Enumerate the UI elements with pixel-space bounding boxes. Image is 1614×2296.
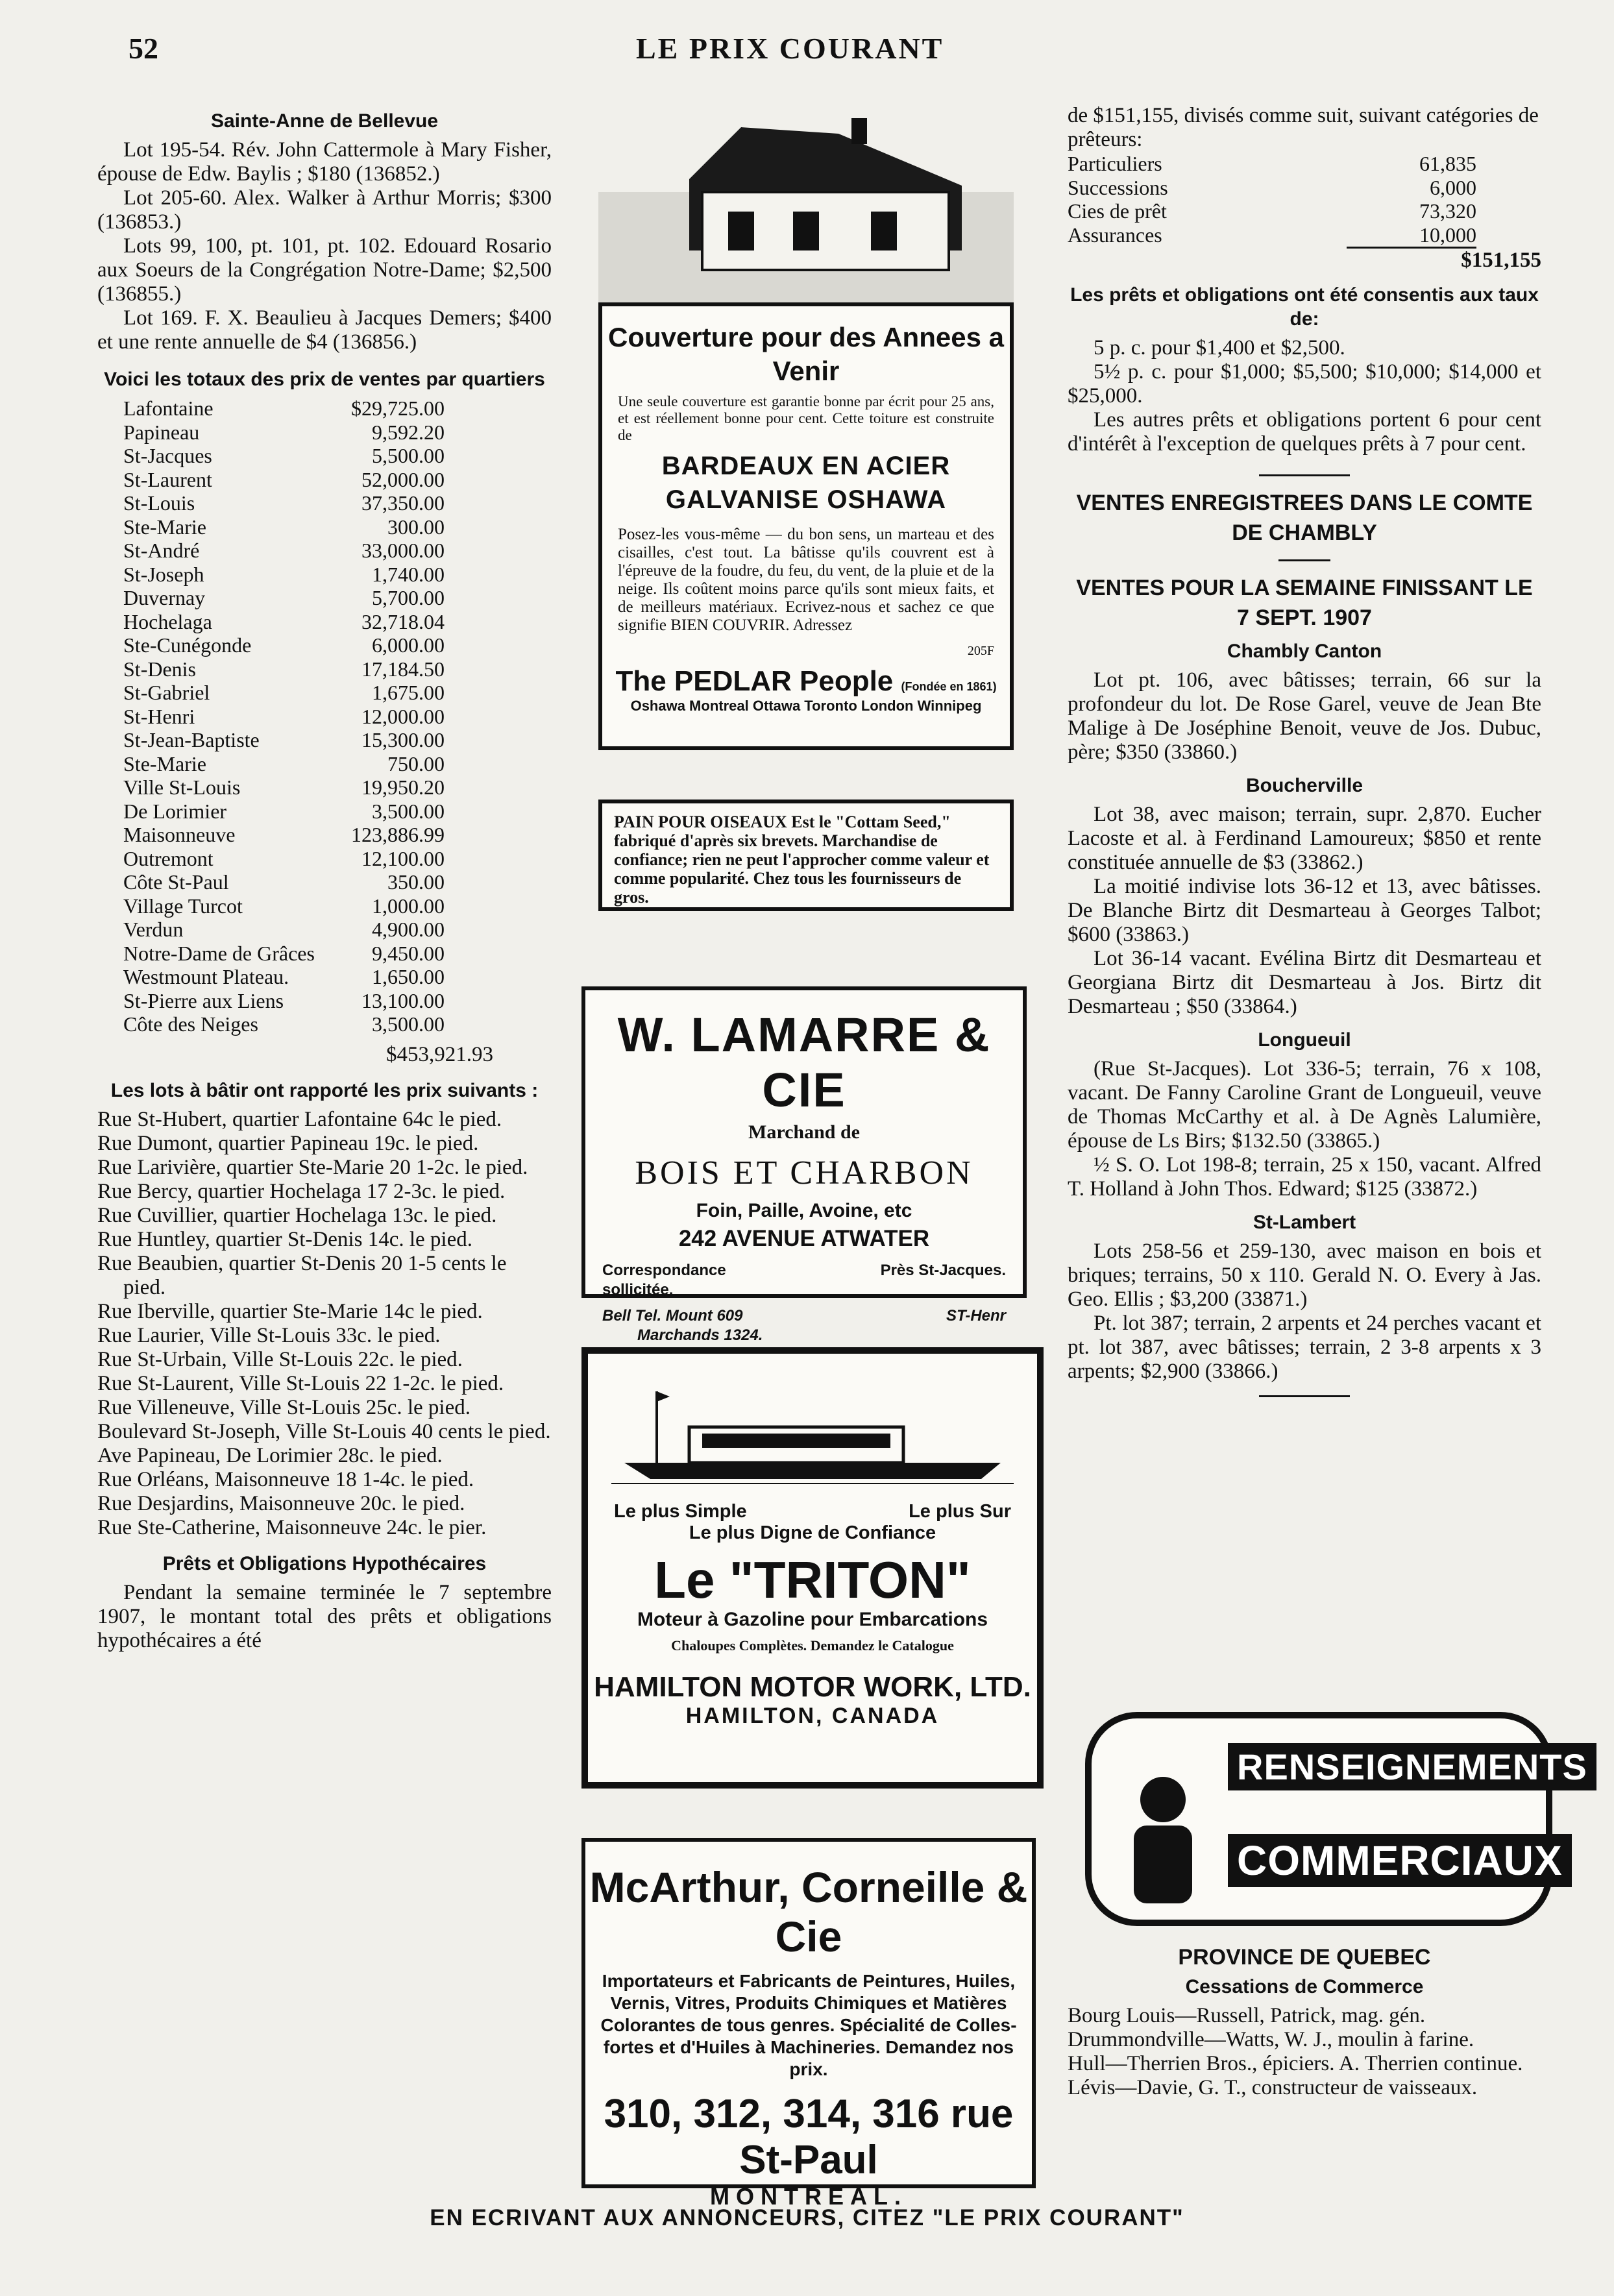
- district-name: St-Louis: [123, 491, 195, 515]
- district-name: Ste-Marie: [123, 751, 206, 776]
- district-total: 1,740.00: [371, 562, 445, 586]
- district-name: St-Pierre aux Liens: [123, 988, 284, 1012]
- ad-city: MONTREAL.: [710, 2183, 907, 2210]
- cessations-section: [1068, 1940, 1541, 2100]
- lenders-total: $151,155: [1461, 249, 1541, 272]
- list-item: Rue Villeneuve, Ville St-Louis 25c. le pied.: [97, 1395, 471, 1419]
- list-item: Rue Beaubien, quartier St-Denis 20 1-5 cents le pied.: [97, 1251, 507, 1299]
- emblem-word: RENSEIGNEMENTS: [1228, 1743, 1596, 1790]
- lender-amount: 73,320: [1419, 199, 1476, 223]
- list-item: Ave Papineau, De Lorimier 28c. le pied.: [97, 1443, 443, 1467]
- rate-entry: 5 p. c. pour $1,400 et $2,500.: [1094, 336, 1345, 360]
- district-name: St-Gabriel: [123, 681, 210, 704]
- ad-company: HAMILTON MOTOR WORK, LTD.: [594, 1671, 1031, 1703]
- table-row: [123, 776, 445, 800]
- ad-slogan: Le plus Sur: [909, 1501, 1011, 1522]
- list-item: Boulevard St-Joseph, Ville St-Louis 40 cents le pied.: [97, 1419, 551, 1443]
- sale-entry: Lot 205-60. Alex. Walker à Arthur Morris; $300 (136853.): [97, 186, 552, 234]
- totals-table: [123, 397, 445, 1036]
- table-row: [123, 657, 445, 681]
- list-item: Rue Iberville, quartier Ste-Marie 14c le pied.: [97, 1299, 483, 1323]
- district-name: St-Henri: [123, 704, 195, 728]
- table-row: [123, 586, 445, 610]
- table-row: [123, 705, 445, 729]
- section-title: VENTES ENREGISTREES DANS LE COMTE DE CHAMBLY: [1076, 491, 1533, 545]
- ad-text: Correspondance sollicitée.: [602, 1262, 726, 1299]
- district-total: 3,500.00: [371, 1012, 445, 1036]
- district-name: Lafontaine: [123, 397, 214, 420]
- town-title: Longueuil: [1258, 1029, 1351, 1051]
- ad-text: Moteur à Gazoline pour Embarcations: [637, 1609, 988, 1630]
- district-total: 1,675.00: [371, 681, 445, 704]
- district-name: St-Denis: [123, 657, 196, 681]
- district-total: 15,300.00: [361, 728, 445, 751]
- district-total: 52,000.00: [361, 467, 445, 491]
- district-name: Maisonneuve: [123, 823, 236, 846]
- district-total: 9,592.20: [371, 420, 445, 444]
- district-total: 9,450.00: [371, 941, 445, 965]
- section-title: Prêts et Obligations Hypothécaires: [162, 1552, 487, 1574]
- table-row: [123, 633, 445, 657]
- lender-amount: 10,000: [1347, 223, 1476, 248]
- left-column: [97, 104, 552, 1653]
- table-row: [123, 918, 445, 942]
- district-total: 33,000.00: [361, 539, 445, 562]
- ad-address: 310, 312, 314, 316 rue St-Paul: [604, 2092, 1014, 2182]
- district-total: 5,700.00: [371, 586, 445, 609]
- district-total: 300.00: [387, 515, 445, 539]
- ad-slogan: Le plus Simple: [614, 1501, 747, 1522]
- district-name: St-Jean-Baptiste: [123, 728, 260, 751]
- ad-slogan-row: [588, 1492, 1037, 1522]
- lender-type: Particuliers: [1068, 152, 1162, 175]
- table-row: [123, 847, 445, 871]
- table-row: [123, 444, 445, 468]
- ad-city: HAMILTON, CANADA: [685, 1704, 940, 1728]
- table-row: [123, 894, 445, 918]
- table-row: [1068, 176, 1476, 200]
- district-name: Côte St-Paul: [123, 870, 229, 894]
- lender-type: Cies de prêt: [1068, 199, 1167, 223]
- list-item: Rue Huntley, quartier St-Denis 14c. le pied.: [97, 1227, 472, 1251]
- ad-slogan: Le plus Digne de Confiance: [689, 1522, 936, 1543]
- town-title: St-Lambert: [1253, 1212, 1356, 1233]
- list-item: Rue St-Laurent, Ville St-Louis 22 1-2c. le pied.: [97, 1371, 504, 1395]
- table-row: [123, 491, 445, 515]
- emblem-word: COMMERCIAUX: [1228, 1834, 1572, 1887]
- divider: [1259, 474, 1350, 476]
- ad-company: McArthur, Corneille & Cie: [589, 1863, 1028, 1960]
- sale-entry: Lot 38, avec maison; terrain, supr. 2,870. Eucher Lacoste et al. à Ferdinand Lamoureux; $850 et rente constituée annuelle de $3 (33862.): [1068, 803, 1541, 874]
- district-total: 32,718.04: [361, 609, 445, 633]
- ad-row: [585, 1261, 1023, 1300]
- table-row: [1068, 223, 1476, 248]
- section-title: Les prêts et obligations ont été consentis aux taux de:: [1070, 284, 1539, 330]
- list-item: Rue Dumont, quartier Papineau 19c. le pied.: [97, 1131, 479, 1155]
- district-total: 37,350.00: [361, 491, 445, 515]
- list-item: Rue Bercy, quartier Hochelaga 17 2-3c. le pied.: [97, 1179, 506, 1203]
- table-row: [123, 397, 445, 421]
- pedlar-ad-text: [598, 302, 1014, 750]
- ad-text: Importateurs et Fabricants de Peintures, Huiles, Vernis, Vitres, Produits Chimiques et Matières Colorantes de tous genres. Spécialité de Colles-fortes et d'Huiles à Machineries. Demandez nos prix.: [600, 1971, 1017, 2079]
- sale-entry: Lot pt. 106, avec bâtisses; terrain, 66 sur la profondeur du lot. De Rose Garel, veuve de Jean Bte Malige à De Joséphine Benoit, veuve de Jos. Dubuc, père; $350 (33860.): [1068, 668, 1541, 764]
- ad-text: ST-Henr: [946, 1307, 1006, 1325]
- ad-text: Bell Tel. Mount 609: [602, 1307, 743, 1325]
- table-row: [123, 752, 445, 776]
- list-item: Lévis—Davie, G. T., constructeur de vaisseaux.: [1068, 2076, 1478, 2099]
- sale-entry: Lot 169. F. X. Beaulieu à Jacques Demers; $400 et une rente annuelle de $4 (136856.): [97, 306, 552, 354]
- ad-row: [585, 1326, 1023, 1345]
- page-number: 52: [128, 32, 158, 65]
- table-row: [123, 823, 445, 847]
- table-row: [1068, 152, 1476, 176]
- section-title: Sainte-Anne de Bellevue: [210, 110, 439, 132]
- ad-text: Chaloupes Complètes. Demandez le Catalogue: [671, 1637, 954, 1654]
- table-row: [123, 870, 445, 894]
- district-total: 13,100.00: [361, 988, 445, 1012]
- ad-product: BARDEAUX EN ACIER GALVANISE OSHAWA: [661, 452, 951, 514]
- ad-product: Le "TRITON": [654, 1551, 971, 1609]
- district-name: Ste-Cunégonde: [123, 633, 252, 657]
- sale-entry: ½ S. O. Lot 198-8; terrain, 25 x 150, vacant. Alfred T. Holland à John Thos. Edward; $125 (33872.): [1068, 1153, 1541, 1201]
- table-row: [1068, 199, 1476, 223]
- list-item: Bourg Louis—Russell, Patrick, mag. gén.: [1068, 2004, 1426, 2027]
- district-name: St-Jacques: [123, 444, 212, 467]
- district-name: St-André: [123, 539, 200, 562]
- district-total: 19,950.20: [361, 776, 445, 799]
- section-title: Voici les totaux des prix de ventes par quartiers: [104, 369, 545, 390]
- sale-entry: Lots 99, 100, pt. 101, pt. 102. Edouard Rosario aux Soeurs de la Congrégation Notre-Dame; $2,500 (136855.): [97, 234, 552, 306]
- ad-row: [585, 1306, 1023, 1326]
- right-column: [1068, 104, 1541, 1409]
- section-title: Cessations de Commerce: [1185, 1976, 1424, 1997]
- list-item: Rue St-Hubert, quartier Lafontaine 64c le pied.: [97, 1107, 502, 1131]
- table-row: [123, 728, 445, 752]
- list-item: Hull—Therrien Bros., épiciers. A. Therrien continue.: [1068, 2052, 1523, 2075]
- sale-entry: Lot 195-54. Rév. John Cattermole à Mary Fisher, épouse de Edw. Baylis ; $180 (136852.): [97, 138, 552, 186]
- district-total: 17,184.50: [361, 657, 445, 681]
- district-name: Papineau: [123, 420, 200, 444]
- lamarre-ad: [581, 986, 1027, 1344]
- page-footer: EN ECRIVANT AUX ANNONCEURS, CITEZ "LE PRIX COURANT": [430, 2205, 1184, 2230]
- district-name: Outremont: [123, 846, 214, 870]
- rate-entry: 5½ p. c. pour $1,000; $5,500; $10,000; $14,000 et $25,000.: [1068, 360, 1541, 408]
- renseignements-emblem: [1085, 1712, 1587, 1926]
- district-total: 6,000.00: [371, 633, 445, 657]
- mcarthur-ad: [581, 1838, 1036, 2210]
- ad-text: Marchands 1324.: [637, 1326, 763, 1344]
- list-item: Drummondville—Watts, W. J., moulin à farine.: [1068, 2028, 1474, 2051]
- page-header: [0, 31, 1614, 77]
- district-name: Duvernay: [123, 586, 206, 609]
- lender-type: Successions: [1068, 175, 1168, 199]
- district-name: Village Turcot: [123, 894, 243, 918]
- grand-total: $453,921.93: [386, 1042, 493, 1066]
- ad-company: W. LAMARRE & CIE: [617, 1008, 991, 1117]
- district-total: 350.00: [387, 870, 445, 894]
- ad-goods: Foin, Paille, Avoine, etc: [696, 1200, 912, 1221]
- district-name: Côte des Neiges: [123, 1012, 258, 1036]
- ad-text: Près St-Jacques.: [880, 1262, 1006, 1279]
- table-row: [123, 942, 445, 966]
- district-total: 12,100.00: [361, 846, 445, 870]
- list-item: Rue Orléans, Maisonneuve 18 1-4c. le pied.: [97, 1467, 474, 1491]
- divider: [1278, 559, 1330, 561]
- sale-entry: Lots 258-56 et 259-130, avec maison en bois et briques; terrains, 50 x 110. Gerald N. O. Every à Jas. Geo. Ellis ; $3,200 (33871.): [1068, 1240, 1541, 1311]
- section-title: VENTES POUR LA SEMAINE FINISSANT LE 7 SEPT. 1907: [1076, 576, 1533, 630]
- sale-entry: Lot 36-14 vacant. Evélina Birtz dit Desmarteau et Georgiana Birtz dit Desmarteau à Jos. Birtz dit Desmarteau ; $50 (33864.): [1068, 947, 1541, 1018]
- table-row: [123, 610, 445, 634]
- district-total: 1,000.00: [371, 894, 445, 918]
- clerk-figure-icon: [1118, 1770, 1208, 1913]
- lender-amount: 6,000: [1430, 175, 1476, 199]
- district-name: Westmount Plateau.: [123, 965, 289, 988]
- ad-trade: BOIS ET CHARBON: [635, 1154, 973, 1191]
- district-total: 4,900.00: [371, 918, 445, 941]
- district-total: 123,886.99: [350, 823, 445, 846]
- table-row: [123, 563, 445, 587]
- house-illustration: [598, 114, 1014, 309]
- brand-founded: (Fondée en 1861): [901, 680, 997, 693]
- list-item: Rue Ste-Catherine, Maisonneuve 24c. le pier.: [97, 1515, 487, 1539]
- paragraph: Pendant la semaine terminée le 7 septembre 1907, le montant total des prêts et obligations hypothécaires a été: [97, 1580, 552, 1652]
- rate-entry: Les autres prêts et obligations portent 6 pour cent d'intérêt à l'exception de quelques prêts à 7 pour cent.: [1068, 408, 1541, 456]
- district-total: 5,500.00: [371, 444, 445, 467]
- divider: [1259, 1395, 1350, 1397]
- district-name: Notre-Dame de Grâces: [123, 941, 315, 965]
- section-title: PROVINCE DE QUEBEC: [1178, 1945, 1431, 1970]
- ad-address: 242 AVENUE ATWATER: [678, 1226, 930, 1251]
- table-row: [123, 989, 445, 1013]
- lenders-table: [1068, 152, 1476, 249]
- list-item: Rue Desjardins, Maisonneuve 20c. le pied.: [97, 1491, 465, 1515]
- section-title: Les lots à bâtir ont rapporté les prix suivants :: [110, 1079, 539, 1101]
- town-title: Boucherville: [1245, 775, 1363, 796]
- list-item: Rue Larivière, quartier Ste-Marie 20 1-2c. le pied.: [97, 1155, 528, 1179]
- lender-amount: 61,835: [1419, 152, 1476, 175]
- sale-entry: Pt. lot 387; terrain, 2 arpents et 24 perches vacant et pt. lot 387, avec bâtisses; terrain, 2 3-8 arpents x 3 arpents; $2,900 (33866.): [1068, 1312, 1541, 1383]
- district-total: 3,500.00: [371, 799, 445, 823]
- ad-code: 205F: [967, 644, 994, 658]
- district-name: Ste-Marie: [123, 515, 206, 539]
- sale-entry: (Rue St-Jacques). Lot 336-5; terrain, 76 x 108, vacant. De Fanny Caroline Grant de Longueuil, veuve de Thomas McCarthy et al. à De Agnès Lalumière, épouse de Ls Birs; $132.50 (33865.): [1068, 1057, 1541, 1153]
- ad-brand: [602, 659, 1010, 698]
- table-row: [123, 515, 445, 539]
- journal-title: LE PRIX COURANT: [636, 32, 944, 65]
- table-row: [123, 681, 445, 705]
- list-item: Rue St-Urbain, Ville St-Louis 22c. le pied.: [97, 1347, 463, 1371]
- ad-text: Posez-les vous-même — du bon sens, un marteau et des cisailles, c'est tout. La bâtisse qu'ils couvrent est à l'épreuve de la foudre, du feu, du vent, de la pluie et de la neige. Ils coûtent moins parce qu'ils sont mieux faits, et de meilleurs matériaux. Ecrivez-nous et sachez ce que signifie BIEN COUVRIR. Adressez: [618, 526, 994, 634]
- lender-type: Assurances: [1068, 223, 1162, 247]
- sale-entry: La moitié indivise lots 36-12 et 13, avec bâtisses. De Blanche Birtz dit Desmarteau à Georges Talbot; $600 (33863.): [1068, 875, 1541, 946]
- table-row: [123, 539, 445, 563]
- district-name: De Lorimier: [123, 799, 227, 823]
- district-name: St-Laurent: [123, 467, 212, 491]
- lot-prices-list: [97, 1108, 552, 1540]
- district-name: Hochelaga: [123, 609, 212, 633]
- triton-ad: [581, 1347, 1044, 1789]
- district-total: $29,725.00: [350, 397, 445, 420]
- table-row: [123, 421, 445, 445]
- list-item: Rue Cuvillier, quartier Hochelaga 13c. le pied.: [97, 1203, 497, 1227]
- cottam-ad: [598, 800, 1014, 911]
- town-title: Chambly Canton: [1227, 641, 1382, 662]
- district-name: Ville St-Louis: [123, 776, 241, 799]
- district-total: 1,650.00: [371, 965, 445, 988]
- ad-cities: Oshawa Montreal Ottawa Toronto London Winnipeg: [630, 698, 982, 714]
- table-row: [123, 965, 445, 989]
- ad-text: PAIN POUR OISEAUX Est le "Cottam Seed," fabriqué d'après six brevets. Marchandise de confiance; rien ne peut l'approcher comme valeur et comme popularité. Chez tous les fournisseurs de gros.: [614, 812, 990, 907]
- list-item: Rue Laurier, Ville St-Louis 33c. le pied.: [97, 1323, 441, 1347]
- boat-illustration: [611, 1365, 1014, 1489]
- table-row: [123, 800, 445, 824]
- district-name: St-Joseph: [123, 562, 204, 586]
- table-row: [123, 1012, 445, 1036]
- district-total: 12,000.00: [361, 704, 445, 728]
- ad-headline: Couverture pour des Annees a Venir: [608, 322, 1004, 386]
- table-row: [123, 468, 445, 492]
- ad-text: Une seule couverture est garantie bonne par écrit pour 25 ans, et est réellement bonne pour cent. Cette toiture est construite de: [618, 393, 994, 443]
- ad-role: Marchand de: [748, 1121, 860, 1143]
- district-name: Verdun: [123, 918, 184, 941]
- district-total: 750.00: [387, 751, 445, 776]
- brand-name: The PEDLAR People: [615, 665, 894, 697]
- pedlar-ad: [598, 114, 1014, 750]
- paragraph: de $151,155, divisés comme suit, suivant catégories de prêteurs:: [1068, 104, 1539, 151]
